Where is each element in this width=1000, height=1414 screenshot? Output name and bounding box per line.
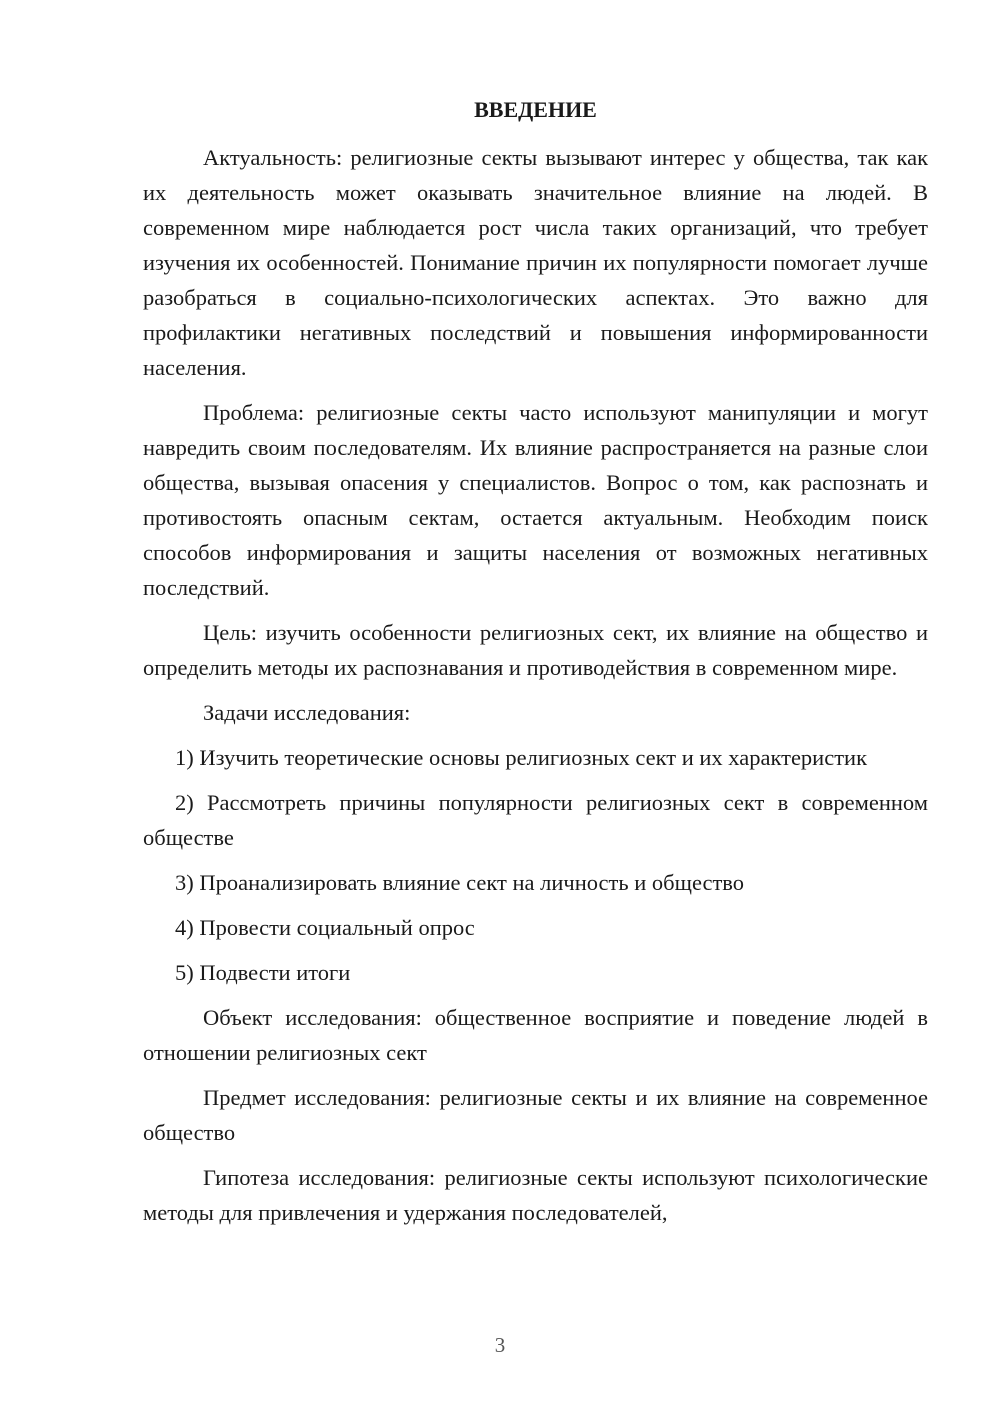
task-item: 2) Рассмотреть причины популярности религиозных сект в современном обществе [143,790,928,850]
relevance-paragraph: Актуальность: религиозные секты вызывают интерес у общества, так как их деятельность может оказывать значительное влияние на людей. В современном мире наблюдается рост числа таких организаций, что требует изучения их особенностей. Понимание причин их популярности помогает лучше разобраться в социально-психологических аспектах. Это важно для профилактики негативных последствий и повышения информированности населения. [143,145,928,380]
page-number: 3 [494,1333,506,1357]
document-body [143,90,928,1240]
tasks-intro: Задачи исследования: [203,700,411,725]
problem-paragraph: Проблема: религиозные секты часто используют манипуляции и могут навредить своим последователям. Их влияние распространяется на разные слои общества, вызывая опасения у специалистов. Вопрос о том, как распознать и противостоять опасным сектам, остается актуальным. Необходим поиск способов информирования и защиты населения от возможных негативных последствий. [143,400,928,600]
task-item: 4) Провести социальный опрос [175,915,475,940]
object-paragraph: Объект исследования: общественное восприятие и поведение людей в отношении религиозных сект [143,1005,928,1065]
subject-paragraph: Предмет исследования: религиозные секты и их влияние на современное общество [143,1085,928,1145]
hypothesis-paragraph: Гипотеза исследования: религиозные секты используют психологические методы для привлечения и удержания последователей, [143,1165,928,1225]
task-item: 5) Подвести итоги [175,960,351,985]
goal-paragraph: Цель: изучить особенности религиозных сект, их влияние на общество и определить методы их распознавания и противодействия в современном мире. [143,620,928,680]
task-item: 1) Изучить теоретические основы религиозных сект и их характеристик [175,745,868,770]
section-heading: ВВЕДЕНИЕ [474,97,597,122]
task-item: 3) Проанализировать влияние сект на личность и общество [175,870,745,895]
